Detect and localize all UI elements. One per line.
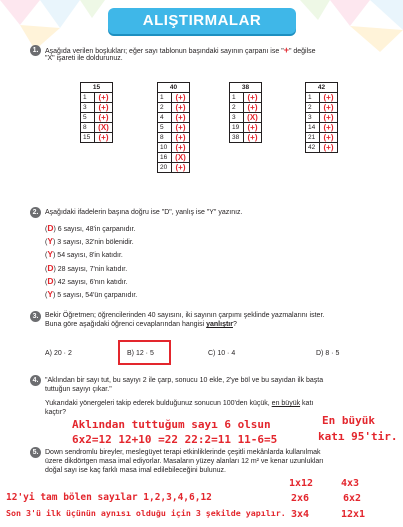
question-1-text: Aşağıda verilen boşlukları; eğer sayı tablonun başındaki sayının çarpanı ise "+" değilse bbox=[45, 45, 316, 55]
table-row bbox=[306, 143, 338, 153]
answer-cell[interactable]: (+) bbox=[95, 133, 113, 143]
table-row bbox=[230, 113, 262, 123]
answer-mark: + bbox=[178, 112, 183, 122]
question-4-text-2: tuttuğun sayıyı çıkar." bbox=[45, 386, 112, 393]
statement-answer[interactable]: Y bbox=[47, 249, 54, 260]
table-number: 8 bbox=[158, 133, 172, 143]
handwritten-q5-line-2: Son 3'ü ilk üçünün aynısı olduğu için 3 şekilde yapılır. bbox=[6, 508, 286, 518]
table-header: 42 bbox=[306, 83, 338, 93]
statement-text: 5 sayısı, 54'ün çarpanıdır. bbox=[57, 292, 138, 299]
statement-item: (Y) 3 sayısı, 32'nin bölenidir. bbox=[45, 236, 134, 247]
answer-mark: + bbox=[250, 132, 255, 142]
table-number: 3 bbox=[306, 113, 320, 123]
statement-item: (Y) 54 sayısı, 8'in katıdır. bbox=[45, 249, 123, 260]
answer-cell[interactable]: (+) bbox=[320, 143, 338, 153]
answer-cell[interactable]: (+) bbox=[244, 103, 262, 113]
table-row bbox=[158, 153, 190, 163]
table-row bbox=[306, 123, 338, 133]
answer-cell[interactable]: (+) bbox=[320, 123, 338, 133]
table-number: 1 bbox=[81, 93, 95, 103]
answer-mark: + bbox=[178, 92, 183, 102]
answer-mark: + bbox=[250, 92, 255, 102]
question-3-text-1: Bekir Öğretmen; öğrencilerinden 40 sayısını, iki sayının çarpımı şeklinde yazmalarını ister. bbox=[45, 312, 325, 319]
answer-cell[interactable]: (X) bbox=[172, 153, 190, 163]
answer-mark: + bbox=[178, 162, 183, 172]
answer-mark: + bbox=[326, 122, 331, 132]
answer-mark: + bbox=[178, 122, 183, 132]
statement-answer[interactable]: Y bbox=[47, 289, 54, 299]
table-number: 2 bbox=[306, 103, 320, 113]
answer-cell[interactable]: (+) bbox=[244, 123, 262, 133]
table-row bbox=[306, 133, 338, 143]
table-header: 38 bbox=[230, 83, 262, 93]
answer-cell[interactable]: (+) bbox=[320, 113, 338, 123]
answer-cell[interactable]: (+) bbox=[172, 143, 190, 153]
table-row bbox=[306, 93, 338, 103]
answer-mark: + bbox=[101, 102, 106, 112]
answer-cell[interactable]: (+) bbox=[320, 133, 338, 143]
answer-mark: + bbox=[326, 132, 331, 142]
question-4-number: 4. bbox=[30, 375, 41, 386]
statement-item: (D) 28 sayısı, 7'nin katıdır. bbox=[45, 262, 128, 273]
table-row bbox=[158, 123, 190, 133]
table-number: 3 bbox=[230, 113, 244, 123]
answer-mark: + bbox=[326, 92, 331, 102]
table-number: 15 bbox=[81, 133, 95, 143]
answer-cell[interactable]: (+) bbox=[172, 133, 190, 143]
table-row bbox=[230, 123, 262, 133]
factor-table-42 bbox=[305, 82, 338, 153]
table-row bbox=[81, 103, 113, 113]
statement-text: 6 sayısı, 48'in çarpanıdır. bbox=[57, 226, 136, 233]
answer-cell[interactable]: (+) bbox=[172, 103, 190, 113]
answer-mark: + bbox=[178, 142, 183, 152]
answer-cell[interactable]: (+) bbox=[244, 133, 262, 143]
table-number: 1 bbox=[230, 93, 244, 103]
answer-mark: + bbox=[326, 102, 331, 112]
handwritten-q4-side-2: katı 95'tir. bbox=[318, 430, 398, 443]
answer-cell[interactable]: (X) bbox=[244, 113, 262, 123]
handwritten-pair-2: 4x3 bbox=[341, 478, 360, 489]
question-4-text-1: "Aklından bir sayı tut, bu sayıyı 2 ile çarp, sonucu 10 ekle, 2'ye böl ve bu sayıdan ilk başta bbox=[45, 377, 324, 384]
table-number: 2 bbox=[158, 103, 172, 113]
table-row bbox=[158, 143, 190, 153]
question-5-text-2: üzere dikdörtgen masa imal ediyorlar. Masaların yüzey alanları 12 m² ve kenar uzunlukları bbox=[45, 458, 324, 465]
answer-mark: + bbox=[250, 122, 255, 132]
answer-cell[interactable]: (+) bbox=[95, 103, 113, 113]
question-3-text-2: Buna göre aşağıdaki öğrenci cevaplarından hangisi yanlıştır? bbox=[45, 321, 237, 328]
statement-answer[interactable]: D bbox=[47, 223, 54, 233]
answer-cell[interactable]: (+) bbox=[172, 113, 190, 123]
question-5-text-1: Down sendromlu bireyler, meslegüyet terapi etkinliklerinde çeşitli mekânlarda kullanılmak bbox=[45, 449, 321, 456]
answer-cell[interactable]: (+) bbox=[172, 163, 190, 173]
factor-table-38 bbox=[229, 82, 262, 143]
table-row bbox=[306, 113, 338, 123]
table-header: 40 bbox=[158, 83, 190, 93]
question-1-number: 1. bbox=[30, 45, 41, 56]
statement-answer[interactable]: D bbox=[47, 275, 54, 286]
answer-mark: + bbox=[326, 112, 331, 122]
factor-table-15 bbox=[80, 82, 113, 143]
handwritten-pair-4: 6x2 bbox=[343, 493, 362, 504]
statement-text: 3 sayısı, 32'nin bölenidir. bbox=[57, 239, 134, 247]
table-header: 15 bbox=[81, 83, 113, 93]
question-2-text: Aşağıdaki ifadelerin başına doğru ise "D", yanlış ise "Y" yazınız. bbox=[45, 209, 243, 216]
answer-mark: + bbox=[178, 132, 183, 142]
table-number: 1 bbox=[158, 93, 172, 103]
choice-c[interactable]: C) 10 · 4 bbox=[208, 350, 236, 357]
answer-mark: + bbox=[101, 112, 106, 122]
table-row bbox=[230, 133, 262, 143]
table-row bbox=[81, 123, 113, 133]
table-number: 4 bbox=[158, 113, 172, 123]
answer-cell[interactable]: (+) bbox=[95, 93, 113, 103]
question-1-text-2: "X" işareti ile doldurunuz. bbox=[45, 55, 123, 62]
statement-text: 54 sayısı, 8'in katıdır. bbox=[57, 252, 123, 260]
answer-mark: + bbox=[326, 142, 331, 152]
handwritten-pair-5: 3x4 bbox=[291, 509, 310, 520]
table-number: 1 bbox=[306, 93, 320, 103]
choice-d[interactable]: D) 8 · 5 bbox=[316, 350, 340, 357]
answer-mark: X bbox=[249, 112, 256, 122]
handwritten-q5-line-1: 12'yi tam bölen sayılar 1,2,3,4,6,12 bbox=[6, 492, 212, 503]
table-number: 14 bbox=[306, 123, 320, 133]
handwritten-q4-line-2: 6x2=12 12+10 =22 22:2=11 11-6=5 bbox=[72, 433, 278, 446]
handwritten-q4-line-1: Aklından tuttuğum sayı 6 olsun bbox=[72, 418, 271, 431]
table-number: 21 bbox=[306, 133, 320, 143]
statement-answer[interactable]: Y bbox=[47, 236, 54, 247]
answer-cell[interactable]: (+) bbox=[172, 93, 190, 103]
choice-a[interactable]: A) 20 · 2 bbox=[45, 350, 72, 357]
table-number: 10 bbox=[158, 143, 172, 153]
answer-mark: X bbox=[177, 152, 184, 162]
table-number: 5 bbox=[158, 123, 172, 133]
answer-cell[interactable]: (+) bbox=[95, 113, 113, 123]
table-row bbox=[81, 133, 113, 143]
answer-highlight-box bbox=[118, 340, 171, 365]
answer-cell[interactable]: (X) bbox=[95, 123, 113, 133]
statement-item: (Y) 5 sayısı, 54'ün çarpanıdır. bbox=[45, 289, 138, 299]
answer-mark: + bbox=[250, 102, 255, 112]
table-number: 2 bbox=[230, 103, 244, 113]
table-number: 5 bbox=[81, 113, 95, 123]
table-row bbox=[158, 103, 190, 113]
statement-item: (D) 42 sayısı, 6'nın katıdır. bbox=[45, 275, 128, 286]
table-number: 19 bbox=[230, 123, 244, 133]
answer-mark: X bbox=[100, 122, 107, 132]
table-number: 3 bbox=[81, 103, 95, 113]
answer-cell[interactable]: (+) bbox=[320, 103, 338, 113]
question-2-number: 2. bbox=[30, 207, 41, 218]
table-row bbox=[158, 93, 190, 103]
answer-cell[interactable]: (+) bbox=[320, 93, 338, 103]
answer-cell[interactable]: (+) bbox=[244, 93, 262, 103]
answer-mark: + bbox=[101, 132, 106, 142]
answer-cell[interactable]: (+) bbox=[172, 123, 190, 133]
page-title: ALIŞTIRMALAR bbox=[108, 8, 296, 34]
handwritten-pair-3: 2x6 bbox=[291, 493, 310, 504]
table-row bbox=[158, 113, 190, 123]
factor-table-40 bbox=[157, 82, 190, 173]
statement-answer[interactable]: D bbox=[47, 262, 54, 273]
answer-mark: + bbox=[101, 92, 106, 102]
table-number: 38 bbox=[230, 133, 244, 143]
answer-mark: + bbox=[178, 102, 183, 112]
table-number: 42 bbox=[306, 143, 320, 153]
table-number: 20 bbox=[158, 163, 172, 173]
table-row bbox=[158, 163, 190, 173]
table-row bbox=[230, 103, 262, 113]
handwritten-pair-1: 1x12 bbox=[289, 478, 314, 489]
table-row bbox=[230, 93, 262, 103]
statement-text: 42 sayısı, 6'nın katıdır. bbox=[57, 278, 128, 286]
table-row bbox=[81, 113, 113, 123]
table-number: 16 bbox=[158, 153, 172, 163]
table-row bbox=[306, 103, 338, 113]
table-row bbox=[158, 133, 190, 143]
question-5-text-3: doğal sayı ise kaç farklı masa imal edilebileceğini bulunuz. bbox=[45, 467, 226, 474]
table-number: 8 bbox=[81, 123, 95, 133]
statement-item: (D) 6 sayısı, 48'in çarpanıdır. bbox=[45, 223, 136, 233]
question-5-number: 5. bbox=[30, 447, 41, 458]
statement-text: 28 sayısı, 7'nin katıdır. bbox=[57, 265, 128, 273]
table-row bbox=[81, 93, 113, 103]
choice-b[interactable]: B) 12 · 5 bbox=[127, 350, 154, 357]
question-4-text-3: Yukarıdaki yönergeleri takip ederek bulduğunuz sonucun 100'den küçük, en büyük katı bbox=[45, 400, 314, 407]
handwritten-q4-side-1: En büyük bbox=[322, 414, 375, 427]
question-3-number: 3. bbox=[30, 311, 41, 322]
question-4-text-4: kaçtır? bbox=[45, 409, 67, 416]
handwritten-pair-6: 12x1 bbox=[341, 509, 366, 520]
